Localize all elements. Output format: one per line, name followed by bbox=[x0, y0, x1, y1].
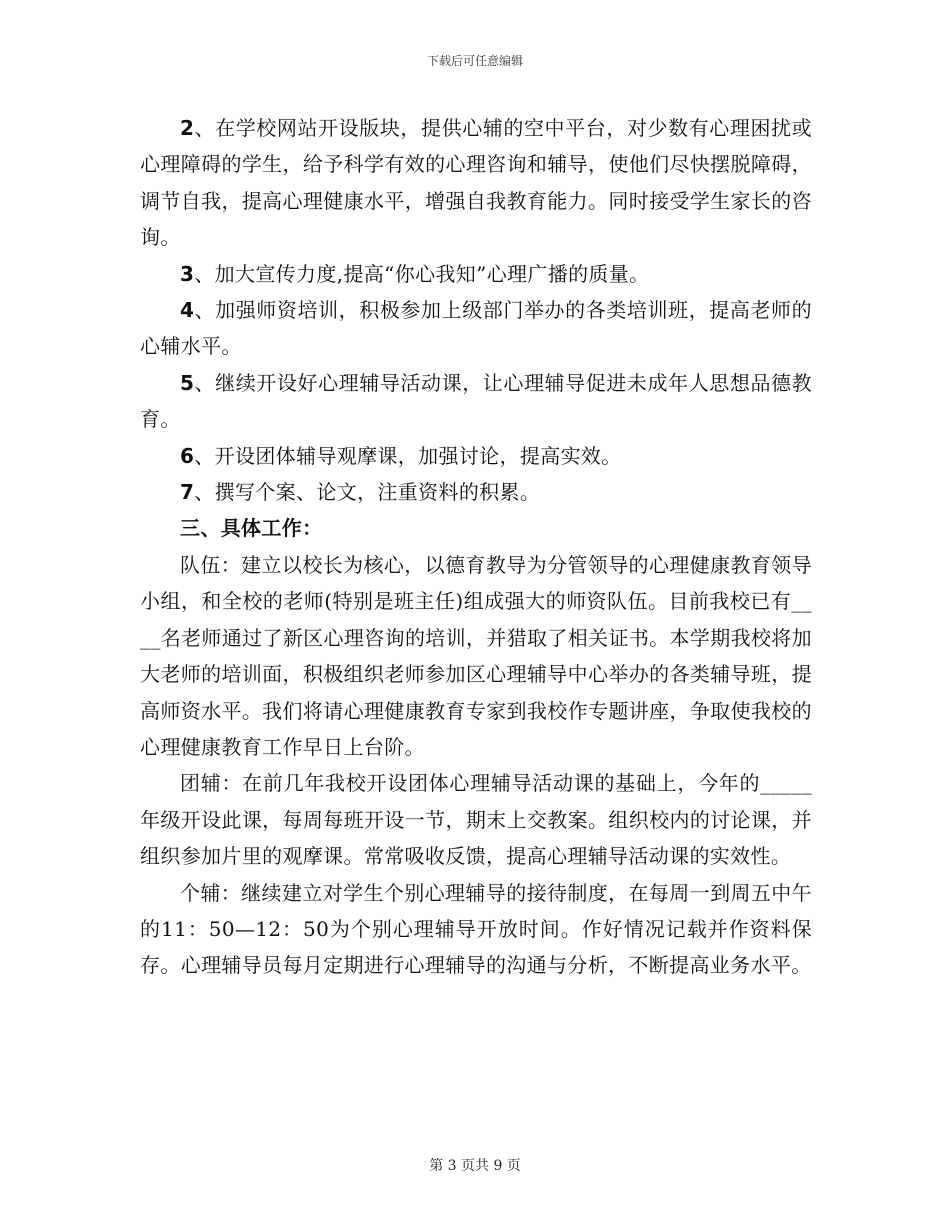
list-item-4 bbox=[140, 292, 812, 365]
list-item-2 bbox=[140, 110, 812, 256]
list-item-5 bbox=[140, 365, 812, 438]
paragraph-individual-counseling: 个辅：继续建立对学生个别心理辅导的接待制度，在每周一到周五中午的11：50—12：50为个别心理辅导开放时间。作好情况记载并作资料保存。心理辅导员每月定期进行心理辅导的沟通与分析，不断提高业务水平。 bbox=[140, 880, 812, 978]
list-item-7 bbox=[140, 474, 812, 510]
page-header: 下载后可任意编辑 bbox=[426, 54, 523, 68]
list-number: 5 bbox=[180, 370, 195, 395]
list-item-text: 、加大宣传力度,提高“你心我知”心理广播的质量。 bbox=[194, 261, 650, 286]
list-item-text: 、撰写个案、论文，注重资料的积累。 bbox=[194, 480, 541, 505]
paragraph-group-counseling: 团辅：在前几年我校开设团体心理辅导活动课的基础上，今年的_____年级开设此课，每周每班开设一节，期末上交教案。组织校内的讨论课，并组织参加片里的观摩课。常常吸收反馈，提高心理辅导活动课的实效性。 bbox=[140, 771, 812, 869]
list-number: 7 bbox=[180, 480, 195, 505]
list-item-text: 、在学校网站开设版块，提供心辅的空中平台，对少数有心理困扰或心理障碍的学生，给予科学有效的心理咨询和辅导，使他们尽快摆脱障碍，调节自我，提高心理健康水平，增强自我教育能力。同时接受学生家长的咨询。 bbox=[140, 116, 812, 250]
document-body bbox=[140, 110, 812, 984]
list-item-6 bbox=[140, 438, 812, 474]
list-item-text: 、继续开设好心理辅导活动课，让心理辅导促进未成年人思想品德教育。 bbox=[140, 370, 812, 432]
list-item-3 bbox=[140, 256, 812, 292]
list-number: 3 bbox=[180, 261, 195, 286]
list-number: 6 bbox=[180, 443, 195, 468]
paragraph-team: 队伍：建立以校长为核心，以德育教导为分管领导的心理健康教育领导小组，和全校的老师(特别是班主任)组成强大的师资队伍。目前我校已有____名老师通过了新区心理咨询的培训，并猎取了相关证书。本学期我校将加大老师的培训面，积极组织老师参加区心理辅导中心举办的各类辅导班，提高师资水平。我们将请心理健康教育专家到我校作专题讲座，争取使我校的心理健康教育工作早日上台阶。 bbox=[140, 552, 812, 759]
list-item-text: 、开设团体辅导观摩课，加强讨论，提高实效。 bbox=[194, 443, 622, 468]
section-heading: 三、具体工作： bbox=[180, 516, 323, 541]
page-footer: 第 3 页共 9 页 bbox=[429, 1158, 521, 1174]
list-number: 2 bbox=[180, 116, 195, 140]
list-number: 4 bbox=[180, 298, 195, 323]
list-item-text: 、加强师资培训，积极参加上级部门举办的各类培训班，提高老师的心辅水平。 bbox=[140, 298, 812, 359]
